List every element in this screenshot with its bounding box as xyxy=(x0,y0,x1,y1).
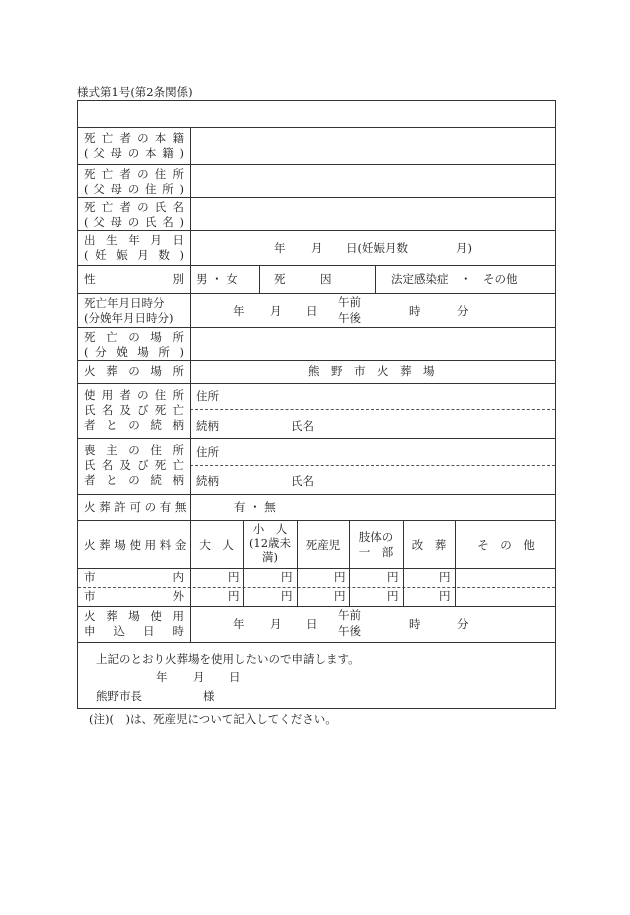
yen-in-limb: 円 xyxy=(387,570,399,584)
footnote: (注)( )は、死産児について記入してください。 xyxy=(89,712,337,726)
label-mourner: 喪 主 の 住 所 氏 名 及 び 死 亡 者 と の 続 柄 xyxy=(84,443,184,487)
date-month: 月 xyxy=(193,670,205,684)
apply-am: 午前 xyxy=(338,608,361,622)
addressee: 熊野市長 xyxy=(96,689,142,703)
apply-hour: 時 xyxy=(409,617,421,631)
yen-in-reburial: 円 xyxy=(439,570,451,584)
apply-pm: 午後 xyxy=(338,624,361,638)
yen-out-reburial: 円 xyxy=(439,589,451,603)
fee-reburial: 改 葬 xyxy=(411,538,447,552)
row-divider xyxy=(78,438,555,439)
mourner-name-field: 氏名 xyxy=(291,474,314,488)
birth-day-pregnancy: 日(妊娠月数 xyxy=(346,241,408,255)
yen-out-limb: 円 xyxy=(387,589,399,603)
row-divider xyxy=(78,520,555,521)
yen-out-stillborn: 円 xyxy=(334,589,346,603)
row-divider xyxy=(78,197,555,198)
fee-limb: 肢体の 一 部 xyxy=(358,530,394,559)
death-hour: 時 xyxy=(409,304,421,318)
cell-divider xyxy=(297,520,298,606)
fee-other: そ の 他 xyxy=(477,538,535,552)
row-divider xyxy=(78,164,555,165)
label-place: 死 亡 の 場 所 ( 分 娩 場 所 ) xyxy=(84,330,184,359)
apply-year: 年 xyxy=(233,617,245,631)
row-divider xyxy=(78,383,555,384)
label-fee: 火 葬 場 使 用 料 金 xyxy=(84,538,187,552)
yen-out-adult: 円 xyxy=(228,589,240,603)
dashed-divider xyxy=(190,409,555,410)
label-death-time: 死亡年月日時分 (分娩年月日時分) xyxy=(84,296,174,325)
user-address-field: 住所 xyxy=(196,389,219,403)
row-divider xyxy=(78,265,555,266)
date-year: 年 xyxy=(156,670,168,684)
fee-child: 小 人 (12歳未 満) xyxy=(248,522,292,564)
yen-in-adult: 円 xyxy=(228,570,240,584)
row-divider xyxy=(78,494,555,495)
label-city-in: 市 内 xyxy=(84,570,184,584)
death-year: 年 xyxy=(233,304,245,318)
apply-month: 月 xyxy=(270,617,282,631)
label-birth: 出 生 年 月 日 ( 妊 娠 月 数 ) xyxy=(84,233,184,262)
permit-value: 有 ・ 無 xyxy=(234,500,276,514)
cell-divider xyxy=(259,265,260,293)
label-city-out: 市 外 xyxy=(84,589,184,603)
pregnancy-month: 月) xyxy=(456,241,472,255)
cause-options: 法定感染症 ・ その他 xyxy=(391,272,518,286)
label-crem-place: 火 葬 の 場 所 xyxy=(84,364,184,378)
label-apply-date: 火 葬 場 使 用 申 込 日 時 xyxy=(84,609,184,638)
application-form xyxy=(77,100,556,709)
sex-options: 男 ・ 女 xyxy=(196,272,238,286)
statement: 上記のとおり火葬場を使用したいので申請します。 xyxy=(96,652,360,666)
death-pm: 午後 xyxy=(338,311,361,325)
row-divider xyxy=(78,230,555,231)
user-relation-field: 続柄 xyxy=(196,419,219,433)
fee-adult: 大 人 xyxy=(199,538,234,552)
birth-month: 月 xyxy=(311,241,323,255)
row-divider xyxy=(78,127,555,128)
apply-day: 日 xyxy=(306,617,318,631)
user-name-field: 氏名 xyxy=(291,419,314,433)
cell-divider xyxy=(403,520,404,606)
addressee-honorific: 様 xyxy=(203,689,215,703)
yen-in-child: 円 xyxy=(281,570,293,584)
death-day: 日 xyxy=(306,304,318,318)
row-divider xyxy=(78,293,555,294)
mourner-relation-field: 続柄 xyxy=(196,474,219,488)
date-day: 日 xyxy=(229,670,241,684)
death-am: 午前 xyxy=(338,295,361,309)
label-cause: 死 因 xyxy=(274,272,332,286)
form-number: 様式第1号(第2条関係) xyxy=(77,85,193,99)
row-divider xyxy=(78,568,555,569)
label-honseki: 死 亡 者 の 本 籍 ( 父 母 の 本 籍 ) xyxy=(84,131,184,160)
row-divider xyxy=(78,606,555,607)
death-minute: 分 xyxy=(457,304,469,318)
label-sex: 性 別 xyxy=(84,272,184,286)
row-divider xyxy=(78,642,555,643)
dashed-divider xyxy=(78,587,555,588)
apply-minute: 分 xyxy=(457,617,469,631)
label-user: 使 用 者 の 住 所 氏 名 及 び 死 亡 者 と の 続 柄 xyxy=(84,388,184,432)
label-shimei: 死 亡 者 の 氏 名 ( 父 母 の 氏 名 ) xyxy=(84,200,184,229)
mourner-address-field: 住所 xyxy=(196,445,219,459)
row-divider xyxy=(78,360,555,361)
cell-divider xyxy=(375,265,376,293)
dashed-divider xyxy=(190,465,555,466)
yen-in-stillborn: 円 xyxy=(334,570,346,584)
fee-stillborn: 死産児 xyxy=(305,538,341,552)
death-month: 月 xyxy=(270,304,282,318)
birth-year: 年 xyxy=(274,241,286,255)
row-divider xyxy=(78,327,555,328)
label-column-divider xyxy=(190,127,191,642)
cell-divider xyxy=(455,520,456,606)
crem-place-value: 熊 野 市 火 葬 場 xyxy=(308,364,435,378)
label-permit: 火 葬 許 可 の 有 無 xyxy=(84,500,187,514)
label-jusho: 死 亡 者 の 住 所 ( 父 母 の 住 所 ) xyxy=(84,167,184,196)
yen-out-child: 円 xyxy=(281,589,293,603)
